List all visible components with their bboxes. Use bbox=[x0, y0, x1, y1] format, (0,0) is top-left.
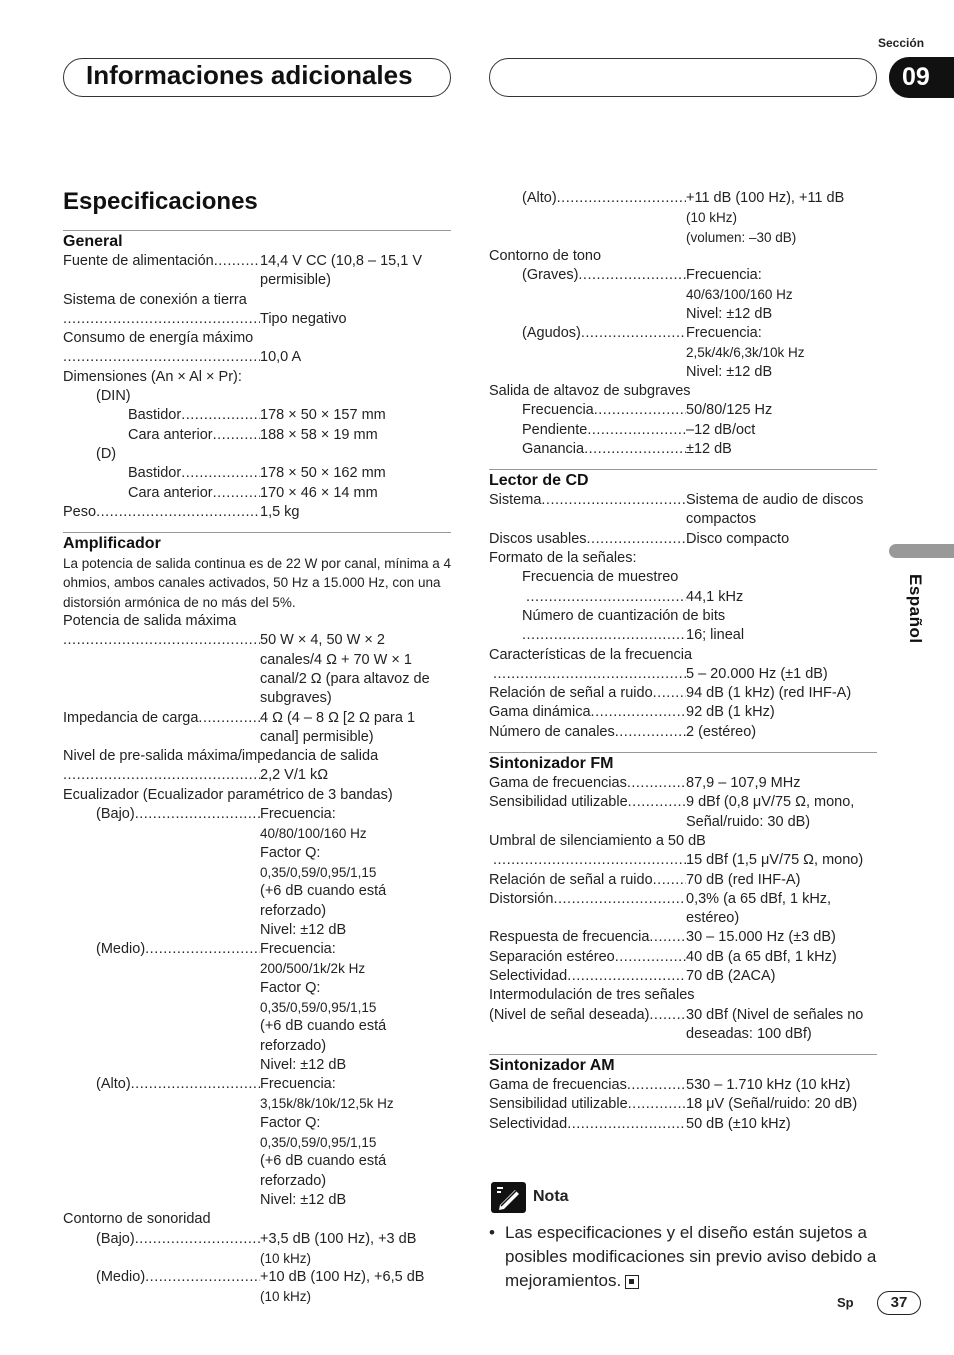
spec-row: (Nivel de señal deseada) ..... 30 dBf (Nivel de señales no deseadas: 100 dBf) bbox=[489, 1006, 877, 1045]
spec-label: (DIN) bbox=[96, 388, 131, 405]
spec-label: Consumo de energía máximo bbox=[63, 330, 254, 347]
spec-label: Nivel de pre-salida máxima/impedancia de salida bbox=[63, 748, 379, 765]
spec-row: Relación de señal a ruido ..... 70 dB (red IHF-A) bbox=[489, 871, 877, 890]
section-label: Sección bbox=[878, 36, 925, 50]
eq-band-bajo: (Bajo) ..... Frecuencia: 40/80/100/160 Hz Factor Q: 0,35/0,59/0,95/1,15 (+6 dB cuando está reforzado) Nivel: ±12 dB bbox=[63, 805, 451, 940]
spec-row: Gama de frecuencias ..... 530 – 1.710 kHz (10 kHz) bbox=[489, 1076, 877, 1095]
cd-title: Lector de CD bbox=[489, 469, 877, 491]
general-title: General bbox=[63, 230, 451, 252]
right-column bbox=[489, 189, 877, 1134]
spec-row: Sistema ..... Sistema de audio de discos compactos bbox=[489, 491, 877, 530]
spec-row: Número de canales ..... 2 (estéreo) bbox=[489, 723, 877, 742]
spec-row: Bastidor ..... 178 × 50 × 157 mm bbox=[63, 406, 451, 425]
language-code: Sp bbox=[837, 1295, 854, 1310]
note-pencil-icon bbox=[491, 1182, 526, 1213]
spec-row: ..... 50 W × 4, 50 W × 2 canales/4 Ω + 70 W × 1 canal/2 Ω (para altavoz de subgraves) bbox=[63, 631, 451, 708]
left-column bbox=[63, 230, 451, 1307]
eq-band-medio: (Medio) ..... Frecuencia: 200/500/1k/2k Hz Factor Q: 0,35/0,59/0,95/1,15 (+6 dB cuando está reforzado) Nivel: ±12 dB bbox=[63, 940, 451, 1075]
am-title: Sintonizador AM bbox=[489, 1054, 877, 1076]
language-label: Español bbox=[906, 574, 925, 644]
spec-row: ..... 15 dBf (1,5 μV/75 Ω, mono) bbox=[489, 851, 877, 870]
spec-row: Respuesta de frecuencia ..... 30 – 15.000 Hz (±3 dB) bbox=[489, 928, 877, 947]
language-tab bbox=[889, 544, 954, 558]
note-text: Las especificaciones y el diseño están sujetos a posibles modificaciones sin previo aviso debido a mejoramientos. bbox=[505, 1223, 877, 1290]
spec-row: Impedancia de carga ..... 4 Ω (4 – 8 Ω [2 Ω para 1 canal] permisible) bbox=[63, 709, 451, 748]
spec-row: ..... 44,1 kHz bbox=[489, 588, 877, 607]
spec-label: Ecualizador (Ecualizador paramétrico de 3 bandas) bbox=[63, 786, 393, 803]
spec-row: Sensibilidad utilizable ..... 9 dBf (0,8 μV/75 Ω, mono, Señal/ruido: 30 dB) bbox=[489, 793, 877, 832]
spec-row: Gama de frecuencias ..... 87,9 – 107,9 MHz bbox=[489, 774, 877, 793]
spec-row: Discos usables ..... Disco compacto bbox=[489, 530, 877, 549]
spec-row: Cara anterior ..... 188 × 58 × 19 mm bbox=[63, 426, 451, 445]
note-title: Nota bbox=[533, 1188, 569, 1205]
spec-label: Frecuencia de muestreo bbox=[522, 569, 679, 586]
spec-row: Ganancia ..... ±12 dB bbox=[489, 440, 877, 459]
spec-row: Cara anterior ..... 170 × 46 × 14 mm bbox=[63, 484, 451, 503]
spec-row: Selectividad ..... 50 dB (±10 kHz) bbox=[489, 1115, 877, 1134]
bullet: • bbox=[489, 1223, 495, 1242]
spec-row: ..... 10,0 A bbox=[63, 348, 451, 367]
note-item bbox=[489, 1221, 884, 1293]
eq-band-alto: (Alto) ..... Frecuencia: 3,15k/8k/10k/12,5k Hz Factor Q: 0,35/0,59/0,95/1,15 (+6 dB cuando está reforzado) Nivel: ±12 dB bbox=[63, 1075, 451, 1210]
spec-row: Pendiente ..... –12 dB/oct bbox=[489, 421, 877, 440]
fm-title: Sintonizador FM bbox=[489, 752, 877, 774]
spec-row: Gama dinámica ..... 92 dB (1 kHz) bbox=[489, 703, 877, 722]
spec-row: Sensibilidad utilizable ..... 18 μV (Señal/ruido: 20 dB) bbox=[489, 1095, 877, 1114]
spec-label: Sistema de conexión a tierra bbox=[63, 291, 247, 308]
page-title: Informaciones adicionales bbox=[86, 60, 413, 90]
spec-row: Peso ..... 1,5 kg bbox=[63, 503, 451, 522]
spec-row: (Bajo) ..... +3,5 dB (100 Hz), +3 dB (10 kHz) bbox=[63, 1230, 451, 1269]
spec-label: Potencia de salida máxima bbox=[63, 613, 237, 630]
spec-label: Número de cuantización de bits bbox=[522, 607, 726, 624]
spec-label: Salida de altavoz de subgraves bbox=[489, 382, 691, 399]
spec-row: ..... 16; lineal bbox=[489, 626, 877, 645]
page-number: 37 bbox=[877, 1291, 921, 1315]
spec-row: Relación de señal a ruido ..... 94 dB (1 kHz) (red IHF-A) bbox=[489, 684, 877, 703]
specs-heading: Especificaciones bbox=[63, 188, 258, 215]
spec-row: Fuente de alimentación ..... 14,4 V CC (10,8 – 15,1 V permisible) bbox=[63, 252, 451, 291]
spec-row: (Graves) ..... Frecuencia: 40/63/100/160 Hz Nivel: ±12 dB bbox=[489, 266, 877, 324]
spec-row: (Agudos) ..... Frecuencia: 2,5k/4k/6,3k/10k Hz Nivel: ±12 dB bbox=[489, 324, 877, 382]
end-mark-icon bbox=[625, 1275, 639, 1289]
spec-label: (D) bbox=[96, 445, 117, 462]
section-number-badge: 09 bbox=[889, 57, 954, 98]
spec-label: Características de la frecuencia bbox=[489, 646, 693, 663]
spec-row: Distorsión ..... 0,3% (a 65 dBf, 1 kHz, estéreo) bbox=[489, 890, 877, 929]
spec-label: Contorno de sonoridad bbox=[63, 1211, 211, 1228]
spec-row: Frecuencia ..... 50/80/125 Hz bbox=[489, 401, 877, 420]
spec-row: (Alto) ..... +11 dB (100 Hz), +11 dB (10 kHz) (volumen: –30 dB) bbox=[489, 189, 877, 247]
amplifier-title: Amplificador bbox=[63, 532, 451, 554]
spec-label: Formato de la señales: bbox=[489, 550, 637, 567]
header-frame-right bbox=[489, 58, 877, 97]
spec-row: Separación estéreo ..... 40 dB (a 65 dBf, 1 kHz) bbox=[489, 948, 877, 967]
spec-label: Dimensiones (An × Al × Pr): bbox=[63, 368, 242, 385]
spec-row: ..... 5 – 20.000 Hz (±1 dB) bbox=[489, 665, 877, 684]
spec-row: ..... Tipo negativo bbox=[63, 310, 451, 329]
spec-row: ..... 2,2 V/1 kΩ bbox=[63, 766, 451, 785]
spec-label: Umbral de silenciamiento a 50 dB bbox=[489, 832, 706, 849]
spec-row: (Medio) ..... +10 dB (100 Hz), +6,5 dB (10 kHz) bbox=[63, 1268, 451, 1307]
spec-label: Contorno de tono bbox=[489, 247, 602, 264]
spec-row: Bastidor ..... 178 × 50 × 162 mm bbox=[63, 464, 451, 483]
amplifier-paragraph: La potencia de salida continua es de 22 W por canal, mínima a 4 ohmios, ambos canales activados, 50 Hz a 15.000 Hz, con una distorsión armónica de no más del 5%. bbox=[63, 556, 451, 610]
spec-row: Selectividad ..... 70 dB (2ACA) bbox=[489, 967, 877, 986]
spec-label: Intermodulación de tres señales bbox=[489, 987, 695, 1004]
